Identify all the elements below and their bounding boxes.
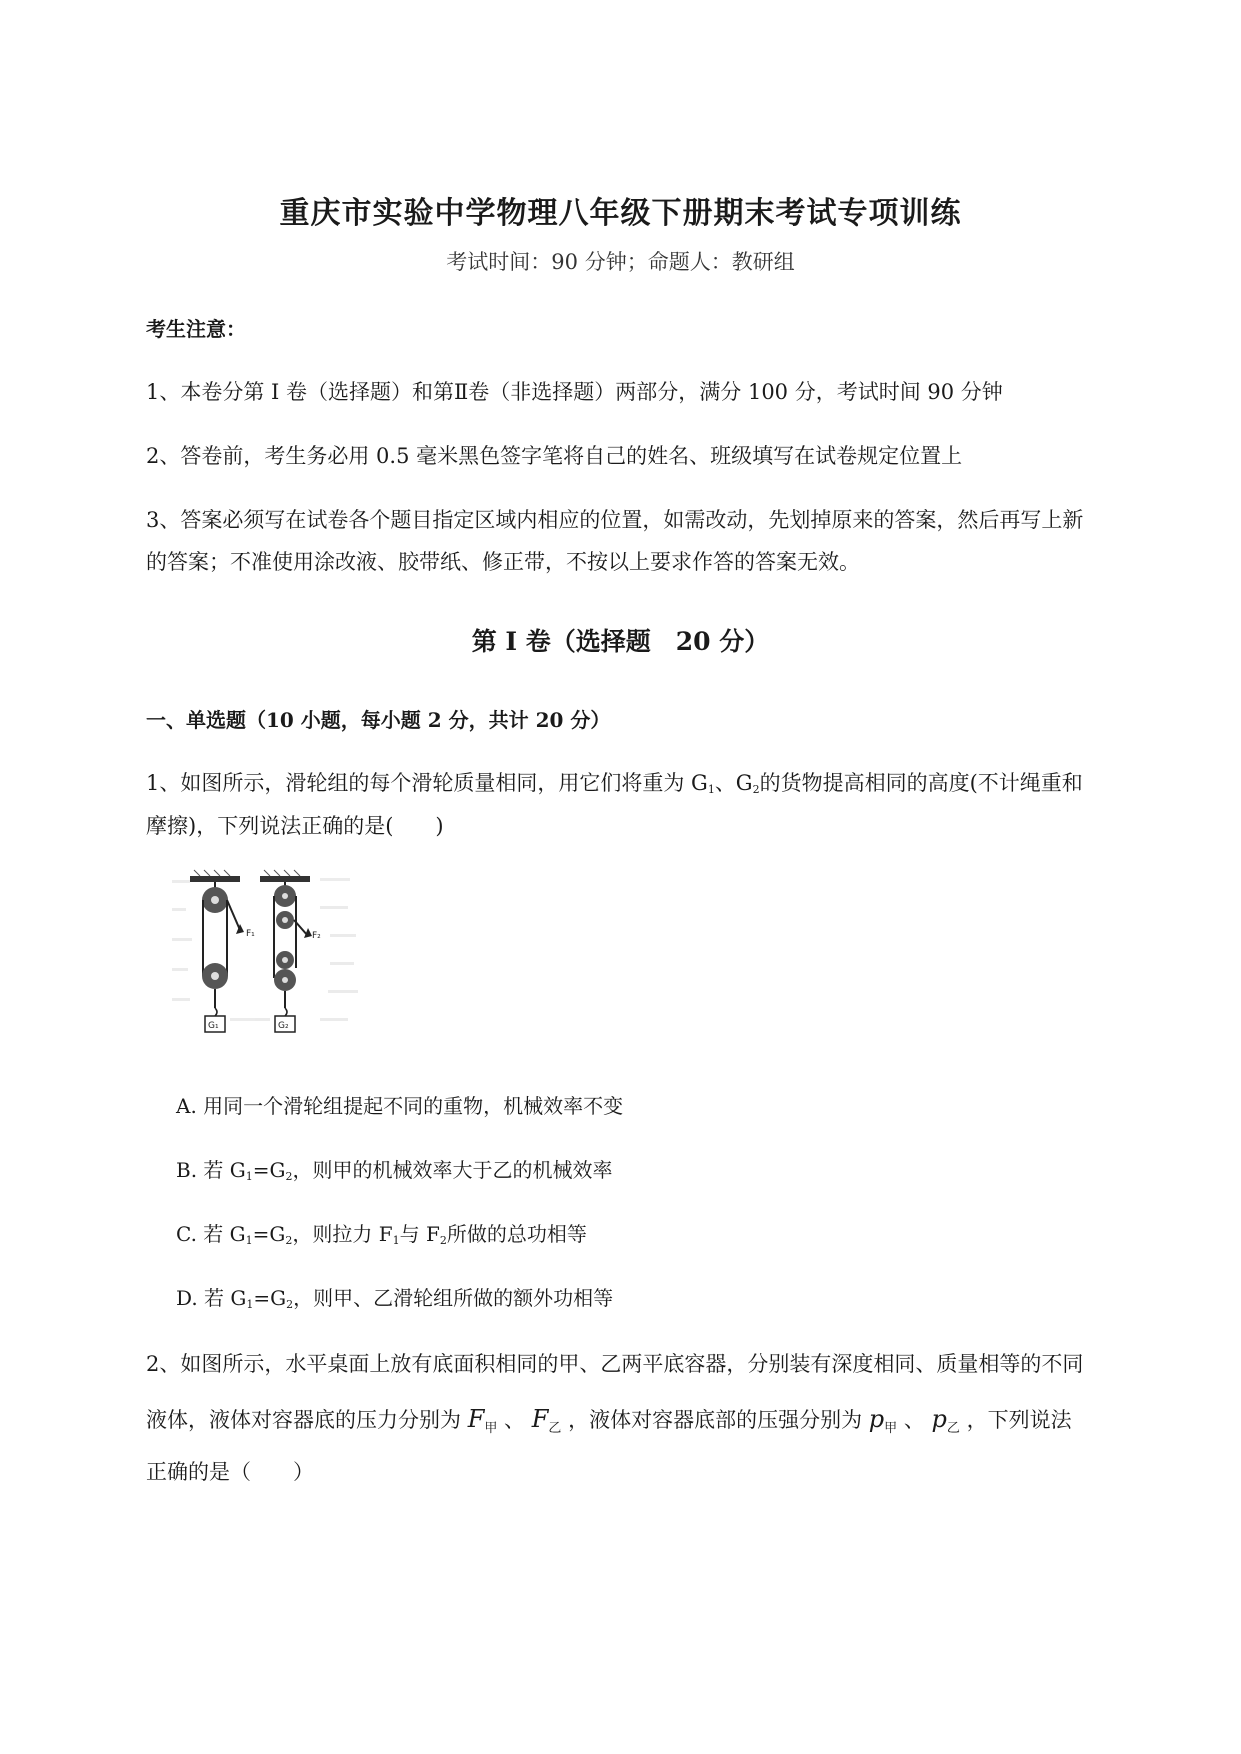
notice-item-2: 2、答卷前，考生务必用 0.5 毫米黑色签字笔将自己的姓名、班级填写在试卷规定位置上 (146, 444, 963, 468)
weight-label-g2: G₂ (278, 1021, 289, 1031)
pulley-system-right (260, 870, 321, 1032)
exam-info: 考试时间：90 分钟；命题人：教研组 (446, 250, 795, 274)
q2-stem-line-2: 液体，液体对容器底的压力分别为 $F_甲$ 、 $F_乙$ ，液体对容器底部的压强分别为 $p_甲$ 、 $p_乙$ ，下列说法 (146, 1405, 1072, 1436)
weight-label-g1: G₁ (208, 1021, 219, 1031)
pulley-figure (170, 868, 370, 1058)
notice-item-3-line-2: 的答案；不准使用涂改液、胶带纸、修正带，不按以上要求作答的答案无效。 (146, 550, 860, 574)
section-title: 第 I 卷（选择题 20 分） (471, 627, 770, 656)
force-label-f1: F₁ (246, 929, 255, 939)
q1-stem-line-1: 1、如图所示，滑轮组的每个滑轮质量相同，用它们将重为 $G_1$、$G_2$的货物提高相同的高度(不计绳重和 (146, 771, 1083, 796)
pulley-system-left (190, 870, 255, 1032)
q1-option-d[interactable]: D. 若 $G_1=G_2$，则甲、乙滑轮组所做的额外功相等 (176, 1286, 614, 1311)
part-heading: 一、单选题（10 小题，每小题 2 分，共计 20 分） (146, 708, 611, 732)
q1-option-a[interactable]: A. 用同一个滑轮组提起不同的重物，机械效率不变 (176, 1094, 624, 1118)
pulley-diagram (170, 868, 370, 1058)
pressure-symbol-jia: $p_甲$ (868, 1405, 898, 1436)
force-label-f2: F₂ (312, 931, 321, 941)
pressure-symbol-yi: $p_乙$ (931, 1405, 960, 1436)
page-title: 重庆市实验中学物理八年级下册期末考试专项训练 (279, 196, 962, 231)
notice-heading: 考生注意： (146, 317, 246, 341)
force-symbol-jia: $F_甲$ (467, 1405, 498, 1436)
notice-item-3-line-1: 3、答案必须写在试卷各个题目指定区域内相应的位置，如需改动，先划掉原来的答案，然后再写上新 (146, 508, 1084, 532)
q2-stem-line-3: 正确的是（ ） (146, 1460, 314, 1484)
q2-stem-line-1: 2、如图所示，水平桌面上放有底面积相同的甲、乙两平底容器，分别装有深度相同、质量相等的不同 (146, 1352, 1084, 1376)
q1-stem-line-2: 摩擦)，下列说法正确的是( ) (146, 814, 444, 838)
scan-ghost-marks (172, 878, 358, 1021)
q1-option-c[interactable]: C. 若 $G_1=G_2$，则拉力 $F_1$与 $F_2$所做的总功相等 (176, 1222, 587, 1247)
notice-item-1: 1、本卷分第 I 卷（选择题）和第Ⅱ卷（非选择题）两部分，满分 100 分，考试时间 90 分钟 (146, 380, 1003, 404)
force-symbol-yi: $F_乙$ (531, 1405, 562, 1436)
q1-option-b[interactable]: B. 若 $G_1=G_2$，则甲的机械效率大于乙的机械效率 (176, 1158, 613, 1183)
